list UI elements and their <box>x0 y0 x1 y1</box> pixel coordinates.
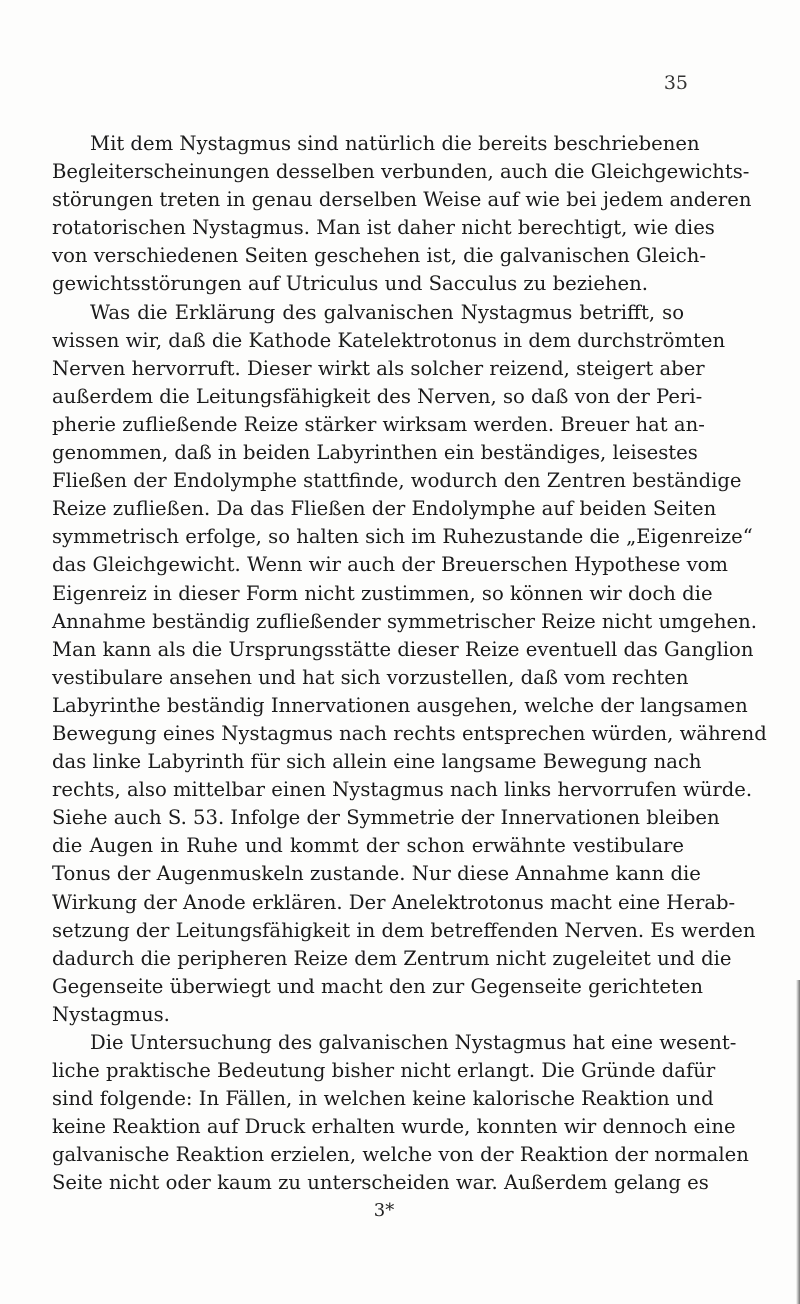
text-line: galvanische Reaktion erzielen, welche von der Reaktion der normalen <box>52 1143 749 1167</box>
text-line: Gegenseite überwiegt und macht den zur Gegenseite gerichteten <box>52 974 704 998</box>
text-line: außerdem die Leitungsfähigkeit des Nerven, so daß von der Peri- <box>52 384 703 408</box>
text-line: sind folgende: In Fällen, in welchen keine kalorische Reaktion und <box>52 1087 714 1111</box>
text-line: Begleiterscheinungen desselben verbunden, auch die Gleichgewichts- <box>52 160 750 184</box>
text-line: vestibulare ansehen und hat sich vorzustellen, daß vom rechten <box>52 665 689 689</box>
text-line: Fließen der Endolymphe stattfinde, wodurch den Zentren beständige <box>52 469 742 493</box>
text-line: Eigenreiz in dieser Form nicht zustimmen, so können wir doch die <box>52 581 713 605</box>
text-line: Bewegung eines Nystagmus nach rechts entsprechen würden, während <box>52 721 767 745</box>
text-line: Wirkung der Anode erklären. Der Anelektrotonus macht eine Herab- <box>52 890 736 914</box>
text-line: symmetrisch erfolge, so halten sich im Ruhezustande die „Eigenreize“ <box>52 525 753 549</box>
text-line: das Gleichgewicht. Wenn wir auch der Breuerschen Hypothese vom <box>52 553 729 577</box>
paragraph <box>52 299 767 1029</box>
text-line: Annahme beständig zufließender symmetrischer Reize nicht umgehen. <box>52 609 757 633</box>
text-line: Man kann als die Ursprungsstätte dieser Reize eventuell das Ganglion <box>52 637 754 661</box>
body-text <box>52 130 767 1224</box>
text-line: wissen wir, daß die Kathode Katelektrotonus in dem durchströmten <box>52 328 726 352</box>
text-line: von verschiedenen Seiten geschehen ist, die galvanischen Gleich- <box>52 244 706 268</box>
text-line: Seite nicht oder kaum zu unterscheiden war. Außerdem gelang es <box>52 1171 709 1195</box>
text-line: setzung der Leitungsfähigkeit in dem betreffenden Nerven. Es werden <box>52 918 756 942</box>
text-line: Labyrinthe beständig Innervationen ausgehen, welche der langsamen <box>52 693 748 717</box>
text-line: Nystagmus. <box>52 1002 170 1026</box>
text-line: Was die Erklärung des galvanischen Nystagmus betrifft, so <box>90 300 684 324</box>
text-line: rotatorischen Nystagmus. Man ist daher nicht berechtigt, wie dies <box>52 216 715 240</box>
paragraph <box>52 130 752 299</box>
text-line: Nerven hervorruft. Dieser wirkt als solcher reizend, steigert aber <box>52 356 705 380</box>
text-line: das linke Labyrinth für sich allein eine langsame Bewegung nach <box>52 750 702 774</box>
text-line: keine Reaktion auf Druck erhalten wurde, konnten wir dennoch eine <box>52 1115 736 1139</box>
text-line: Mit dem Nystagmus sind natürlich die bereits beschriebenen <box>90 132 700 155</box>
text-line: rechts, also mittelbar einen Nystagmus nach links hervorrufen würde. <box>52 778 753 802</box>
text-line: störungen treten in genau derselben Weise auf wie bei jedem anderen <box>52 188 752 212</box>
signature-mark: 3* <box>373 1199 395 1221</box>
text-line: liche praktische Bedeutung bisher nicht erlangt. Die Gründe dafür <box>52 1059 716 1083</box>
text-line: dadurch die peripheren Reize dem Zentrum nicht zugeleitet und die <box>52 946 732 970</box>
page-number: 35 <box>663 72 688 94</box>
text-line: genommen, daß in beiden Labyrinthen ein beständiges, leisestes <box>52 441 698 465</box>
text-line: Siehe auch S. 53. Infolge der Symmetrie der Innervationen bleiben <box>52 806 720 830</box>
text-line: Tonus der Augenmuskeln zustande. Nur diese Annahme kann die <box>52 862 701 886</box>
paragraph <box>52 1029 749 1198</box>
page-edge-shadow <box>796 980 800 1304</box>
text-line: Reize zufließen. Da das Fließen der Endolymphe auf beiden Seiten <box>52 497 717 521</box>
text-line: Die Untersuchung des galvanischen Nystagmus hat eine wesent- <box>90 1031 737 1054</box>
text-line: die Augen in Ruhe und kommt der schon erwähnte vestibulare <box>52 834 684 858</box>
text-line: pherie zufließende Reize stärker wirksam werden. Breuer hat an- <box>52 412 705 436</box>
text-line: gewichtsstörungen auf Utriculus und Sacculus zu beziehen. <box>52 272 648 296</box>
